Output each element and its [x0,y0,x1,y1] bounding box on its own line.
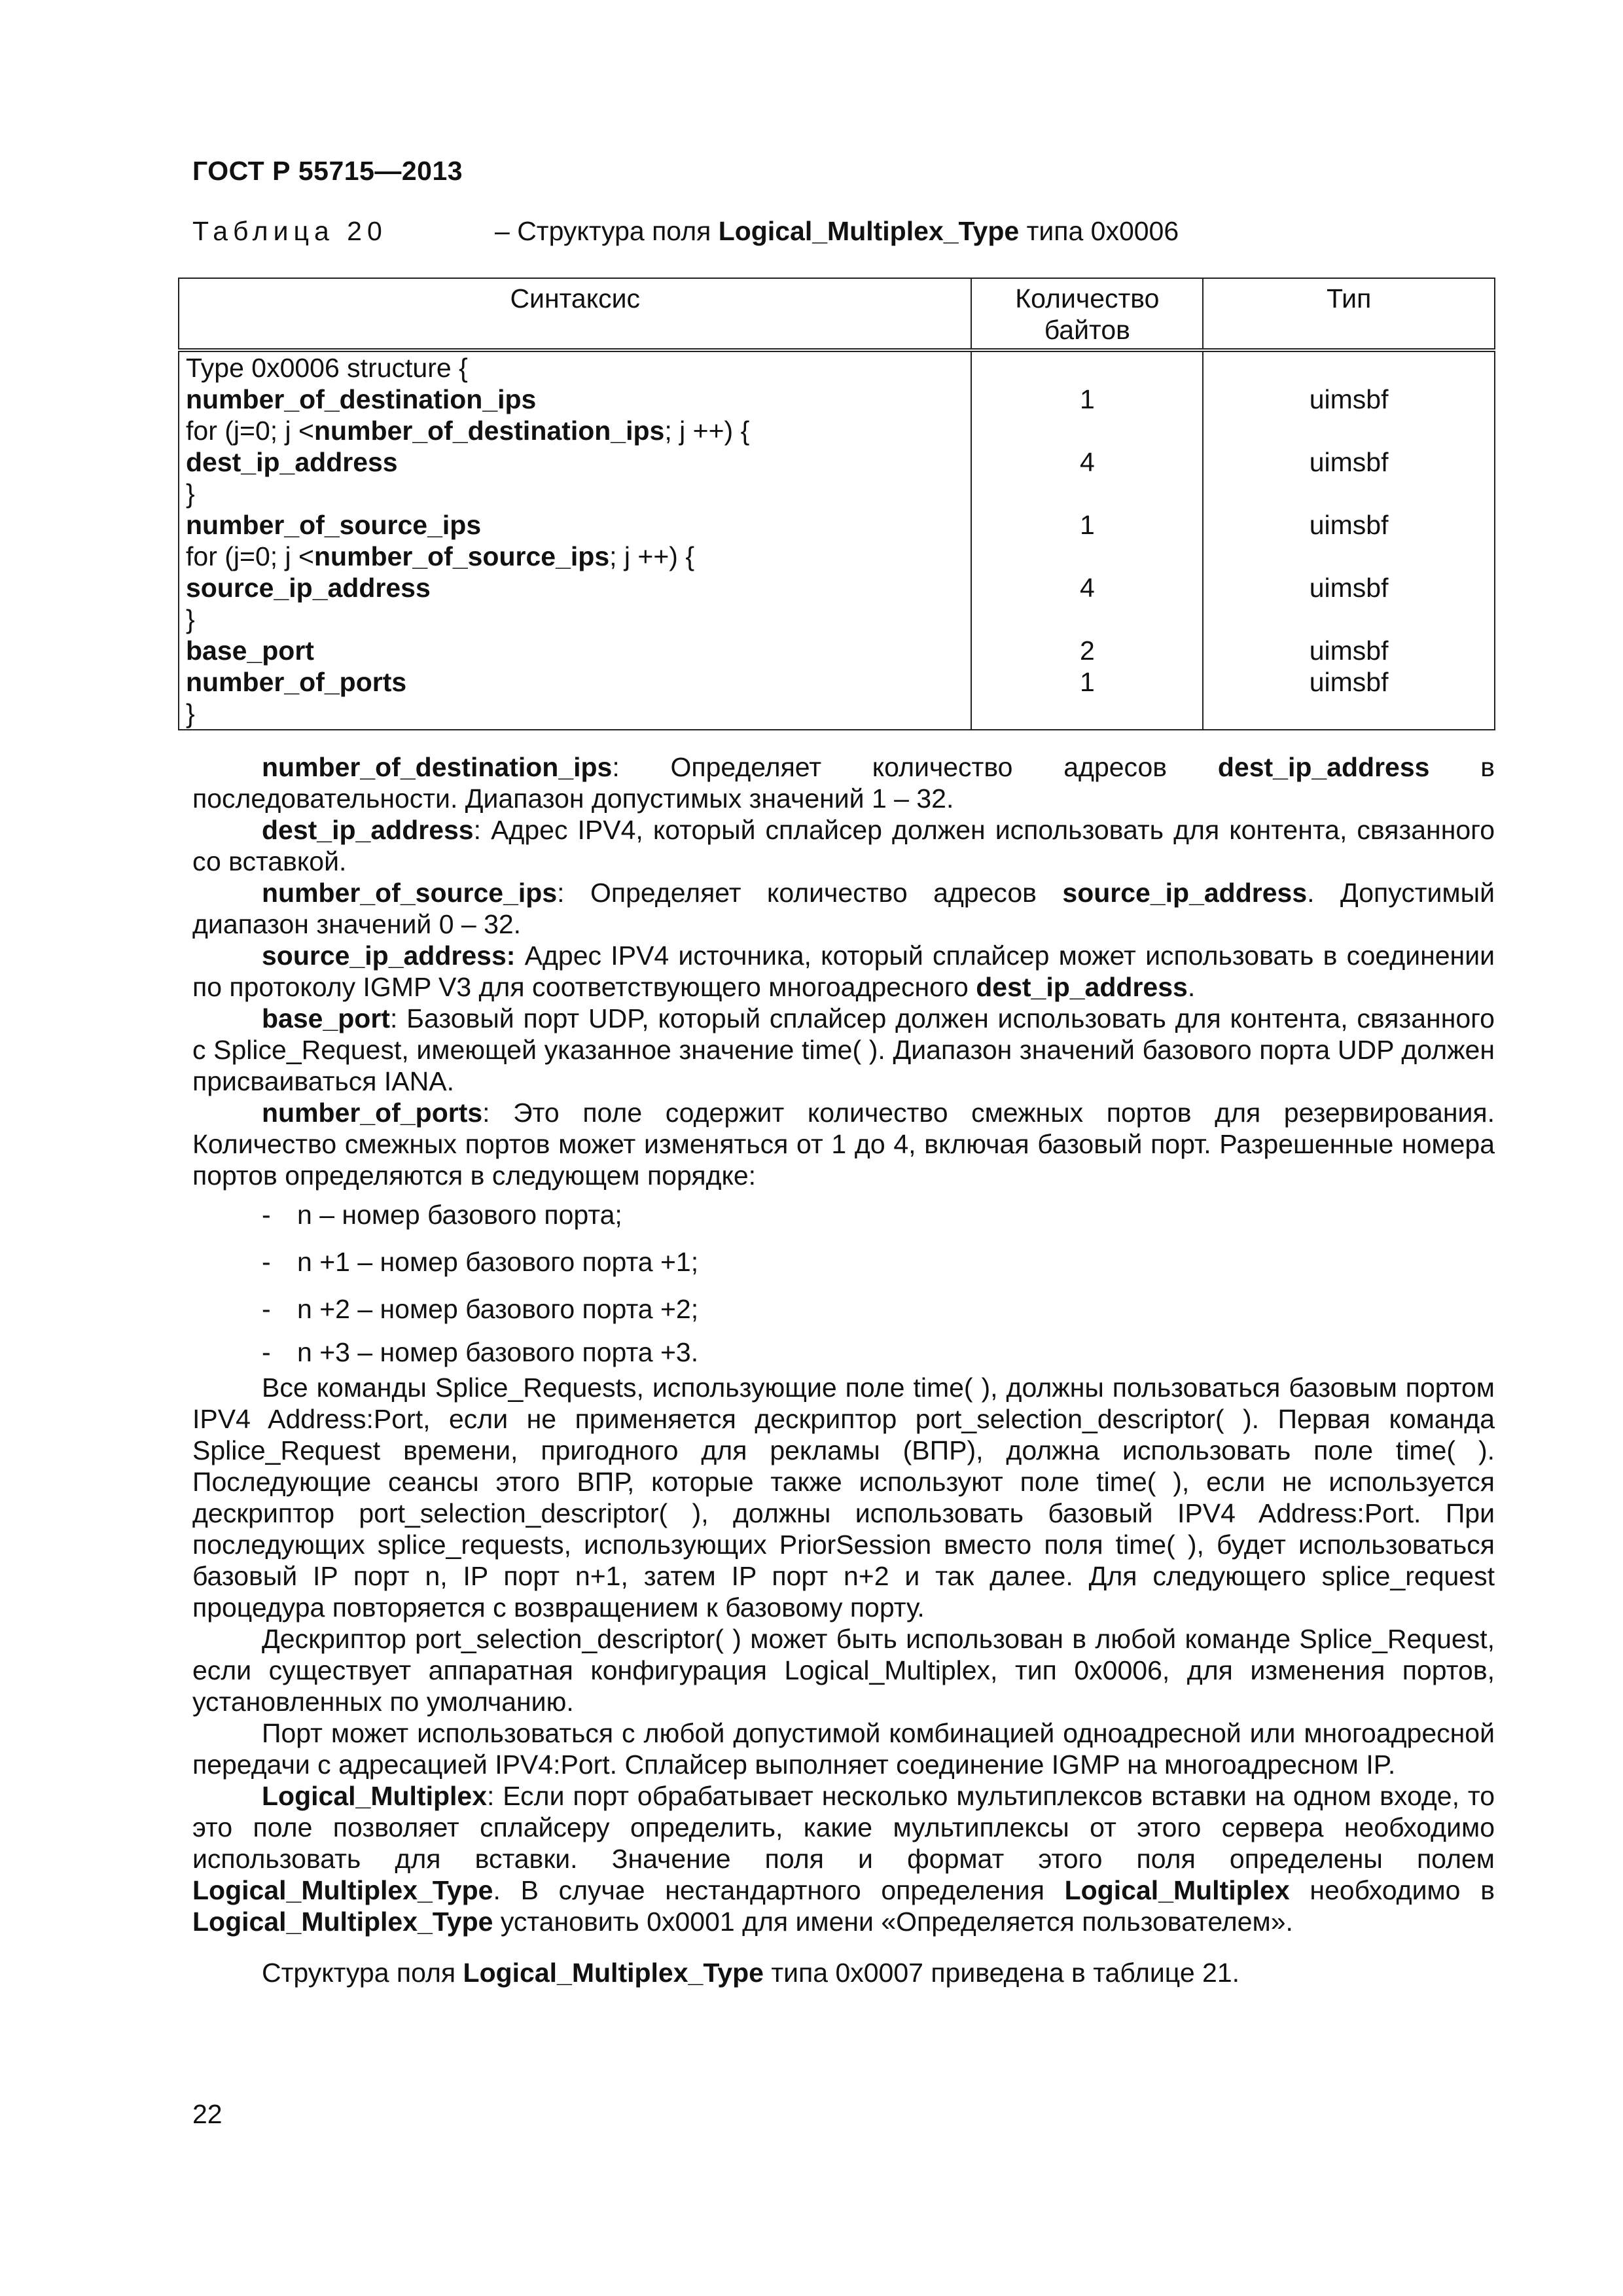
paragraph: base_port: Базовый порт UDP, который сплайсер должен использовать для контента, связанного с Splice_Request, имеющей указанное значение time( ). Диапазон значений базового порта UDP должен присваиваться IANA. [192,1003,1495,1096]
syntax-line: dest_ip_address [186,447,398,477]
paragraph: Logical_Multiplex: Если порт обрабатывает несколько мультиплексов вставки на одном входе, то это поле позволяет сплайсеру определить, какие мультиплексы от этого сервера необходимо использовать для вставки. Значение поля и формат этого поля определены полем Logical_Multiplex_Type. В случае нестандартного определения Logical_Multiplex необходимо в Logical_Multiplex_Type установить 0x0001 для имени «Определяется пользователем». [192,1781,1495,1937]
header-type: Тип [1203,278,1495,350]
syntax-line: } [186,604,195,634]
document-header: ГОСТ Р 55715—2013 [192,156,463,186]
syntax-line: for (j=0; j <number_of_destination_ips; j ++) { [186,416,750,446]
paragraph: Структура поля Logical_Multiplex_Type типа 0x0007 приведена в таблице 21. [262,1958,1240,1988]
type-value: uimsbf [1309,510,1389,540]
bytes-value: 2 [1079,636,1095,666]
bytes-value: 1 [1079,384,1095,414]
syntax-line: number_of_destination_ips [186,384,537,414]
list-item: - n +3 – номер базового порта +3. [262,1337,699,1367]
syntax-line: for (j=0; j <number_of_source_ips; j ++) { [186,541,695,571]
header-bytes: Количество байтов [971,278,1203,350]
syntax-line: base_port [186,636,314,666]
bytes-value: 4 [1079,573,1095,603]
type-value: uimsbf [1309,636,1389,666]
list-item: - n +2 – номер базового порта +2; [262,1294,699,1324]
bytes-value: 1 [1079,510,1095,540]
type-value: uimsbf [1309,573,1389,603]
paragraph: number_of_source_ips: Определяет количество адресов source_ip_address. Допустимый диапазон значений 0 – 32. [192,878,1495,939]
paragraph: Дескриптор port_selection_descriptor( ) может быть использован в любой команде Splice_Request, если существует аппаратная конфигурация Logical_Multiplex, тип 0x0006, для изменения портов, установленных по умолчанию. [192,1624,1495,1717]
page-number: 22 [192,2099,223,2129]
paragraph: dest_ip_address: Адрес IPV4, который сплайсер должен использовать для контента, связанного со вставкой. [192,815,1495,876]
syntax-table [178,278,1495,730]
body-text [192,751,1495,1988]
paragraph: number_of_ports: Это поле содержит количество смежных портов для резервирования. Количество смежных портов может изменяться от 1 до 4, включая базовый порт. Разрешенные номера портов определяются в следующем порядке: [192,1098,1495,1191]
paragraph: Все команды Splice_Requests, использующие поле time( ), должны пользоваться базовым портом IPV4 Address:Port, если не применяется дескриптор port_selection_descriptor( ). Первая команда Splice_Request времени, пригодного для рекламы (ВПР), должна использовать поле time( ). Последующие сеансы этого ВПР, которые также используют поле time( ), если не используется дескриптор port_selection_descriptor( ), должны использовать базовый IPV4 Address:Port. При последующих splice_requests, использующих PriorSession вместо поля time( ), будет использоваться базовый IP порт n, IP порт n+1, затем IP порт n+2 и так далее. Для следующего splice_request процедура повторяется с возвращением к базовому порту. [192,1372,1495,1623]
list-item: - n – номер базового порта; [262,1200,622,1230]
table-header-row [179,278,1495,350]
paragraph: source_ip_address: Адрес IPV4 источника, который сплайсер может использовать в соединении по протоколу IGMP V3 для соответствующего многоадресного dest_ip_address. [192,941,1495,1002]
syntax-column [179,350,971,730]
syntax-line: number_of_source_ips [186,510,482,540]
type-value: uimsbf [1309,447,1389,477]
syntax-line: } [186,698,195,728]
type-column [1203,350,1495,730]
bytes-column [971,350,1203,730]
bytes-value: 1 [1079,667,1095,697]
table-caption-label: Таблица 20 [192,216,387,246]
syntax-line: Type 0x0006 structure { [186,353,468,383]
syntax-line: source_ip_address [186,573,431,603]
paragraph: Порт может использоваться с любой допустимой комбинацией одноадресной или многоадресной передачи с адресацией IPV4:Port. Сплайсер выполняет соединение IGMP на многоадресном IP. [192,1718,1495,1780]
type-value: uimsbf [1309,384,1389,414]
syntax-line: number_of_ports [186,667,407,697]
type-value: uimsbf [1309,667,1389,697]
syntax-line: } [186,478,195,509]
table-body-row [179,350,1495,730]
table-caption-title: – Структура поля Logical_Multiplex_Type типа 0x0006 [495,216,1179,246]
paragraph: number_of_destination_ips: Определяет количество адресов dest_ip_address в последовательности. Диапазон допустимых значений 1 – 32. [192,752,1495,814]
list-item: - n +1 – номер базового порта +1; [262,1247,699,1277]
bytes-value: 4 [1079,447,1095,477]
header-syntax: Синтаксис [179,278,971,350]
